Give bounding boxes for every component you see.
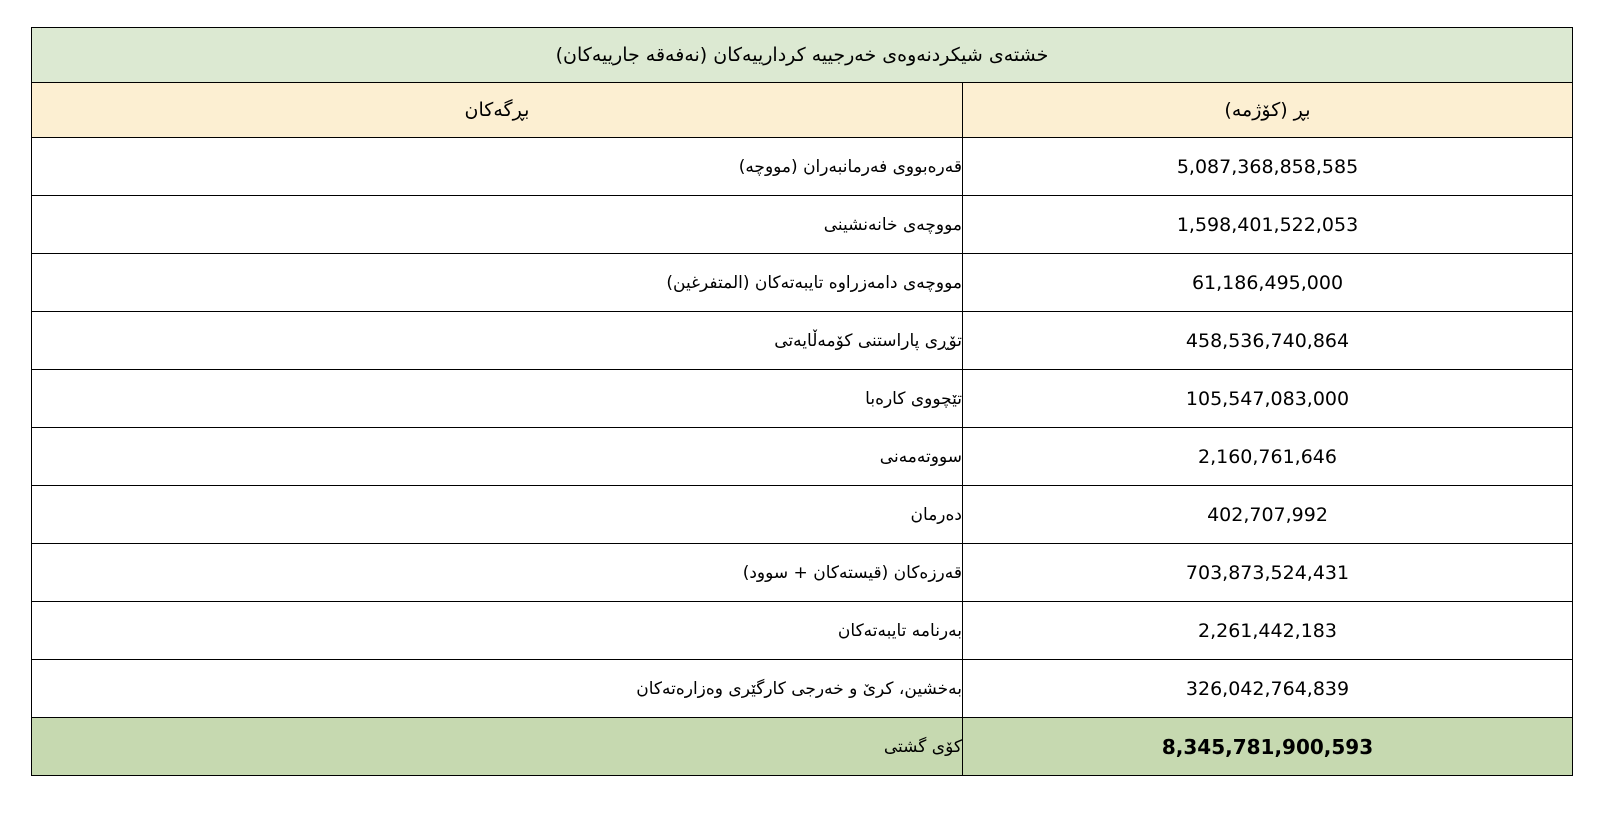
row-value: 402,707,992 xyxy=(963,486,1573,544)
table-body xyxy=(32,28,1573,776)
table-row xyxy=(32,486,1573,544)
row-label: بەخشین، کرێ و خەرجی کارگێری وەزارەتەکان xyxy=(32,660,963,718)
table-row xyxy=(32,138,1573,196)
table-row xyxy=(32,312,1573,370)
table-row xyxy=(32,660,1573,718)
row-value: 5,087,368,858,585 xyxy=(963,138,1573,196)
row-value: 326,042,764,839 xyxy=(963,660,1573,718)
row-value: 2,261,442,183 xyxy=(963,602,1573,660)
row-value: 2,160,761,646 xyxy=(963,428,1573,486)
row-label: تێچووی کارەبا xyxy=(32,370,963,428)
row-label: مووچەی خانەنشینی xyxy=(32,196,963,254)
row-label: قەرزەکان (قیستەکان + سوود) xyxy=(32,544,963,602)
row-value: 1,598,401,522,053 xyxy=(963,196,1573,254)
row-label: قەرەبووی فەرمانبەران (مووچە) xyxy=(32,138,963,196)
table-row xyxy=(32,370,1573,428)
table-row xyxy=(32,544,1573,602)
row-value: 458,536,740,864 xyxy=(963,312,1573,370)
table-total-row xyxy=(32,718,1573,776)
row-label: مووچەی دامەزراوە تایبەتەکان (المتفرغین) xyxy=(32,254,963,312)
table-row xyxy=(32,602,1573,660)
table-row xyxy=(32,196,1573,254)
table-title-row xyxy=(32,28,1573,83)
row-label: سووتەمەنی xyxy=(32,428,963,486)
total-label: کۆی گشتی xyxy=(32,718,963,776)
column-header-value: بڕ (کۆژمە) xyxy=(963,83,1573,138)
column-header-label: بڕگەکان xyxy=(32,83,963,138)
row-value: 61,186,495,000 xyxy=(963,254,1573,312)
table-row xyxy=(32,428,1573,486)
total-value: 8,345,781,900,593 xyxy=(963,718,1573,776)
row-label: بەرنامە تایبەتەکان xyxy=(32,602,963,660)
row-label: دەرمان xyxy=(32,486,963,544)
table-row xyxy=(32,254,1573,312)
row-value: 703,873,524,431 xyxy=(963,544,1573,602)
row-value: 105,547,083,000 xyxy=(963,370,1573,428)
budget-breakdown-table xyxy=(31,27,1573,776)
table-header-row xyxy=(32,83,1573,138)
row-label: تۆڕی پاراستنی کۆمەڵایەتی xyxy=(32,312,963,370)
table-title: خشتەی شیکردنەوەی خەرجییە کردارییەکان (نەفەقە جارییەکان) xyxy=(32,28,1573,83)
